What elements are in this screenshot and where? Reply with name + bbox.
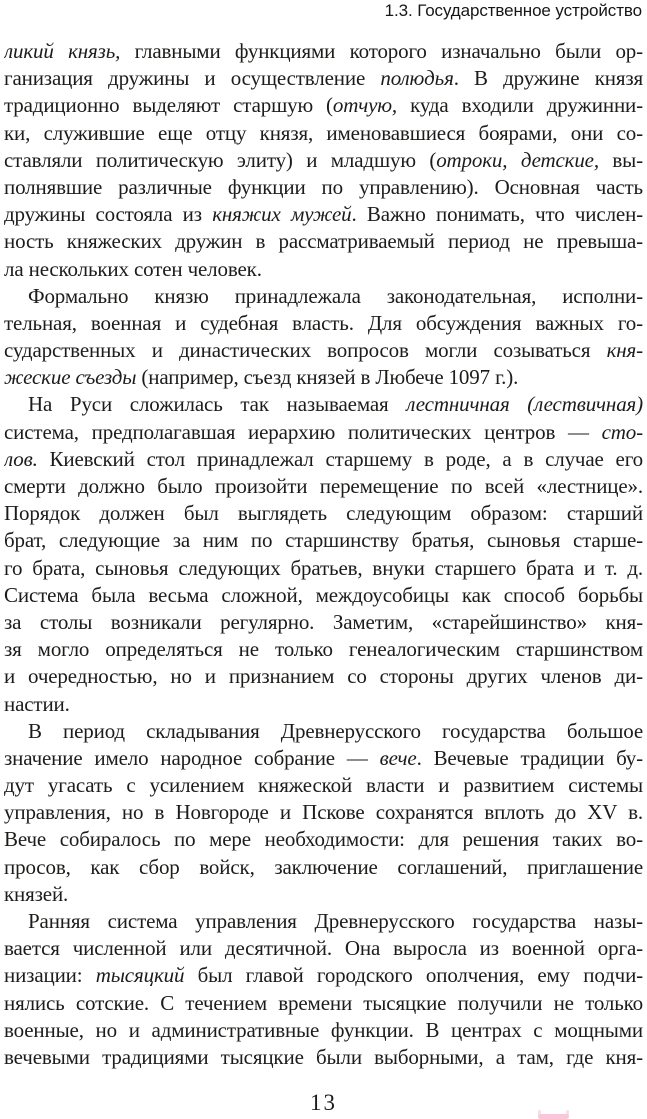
text-line: ла нескольких сотен человек.	[4, 256, 262, 281]
text-line: значение имело народное собрание — вече. Вечевые традиции бу-	[4, 745, 643, 770]
text-line: ганизация дружины и осуществление полюдья. В дружине князя	[4, 66, 643, 91]
text-line: смерти должно было произойти перемещение по всей «лестнице».	[4, 474, 643, 498]
text-line: Вече собиралось по мере необходимости: для решения таких во-	[4, 827, 643, 852]
text-line: лов. Киевский стол принадлежал старшему в роде, а в случае его	[4, 446, 643, 471]
text-line: традиционно выделяют старшую (отчую, куда входили дружинни-	[4, 93, 643, 118]
text-line: за столы возникали регулярно. Заметим, «старейшинство» кня-	[4, 609, 643, 634]
text-line: низации: тысяцкий был главой городского ополчения, ему подчи-	[4, 963, 643, 988]
text-line: Порядок должен был выглядеть следующим образом: старший	[4, 501, 643, 526]
text-line: сударственных и династических вопросов могли созываться кня-	[4, 338, 643, 363]
body-text	[4, 38, 643, 1071]
running-head-section-title: 1.3. Государственное устройство	[384, 1, 642, 20]
text-line: управления, но в Новгороде и Пскове сохранятся вплоть до XV в.	[4, 800, 643, 825]
text-line: князей.	[4, 881, 69, 906]
text-line: ставляли политическую элиту) и младшую (отроки, детские, вы-	[4, 147, 643, 172]
text-line: ликий князь, главными функциями которого изначально были ор-	[4, 39, 643, 63]
text-line: нялись сотские. С течением времени тысяцкие получили не только	[4, 990, 643, 1015]
text-line: тельная, военная и судебная власть. Для обсуждения важных го-	[4, 310, 643, 335]
text-line: В период складывания Древнерусского государства большое	[28, 718, 643, 743]
text-line: Формально князю принадлежала законодательная, исполни-	[28, 283, 643, 308]
text-line: На Руси сложилась так называемая лестничная (лествичная)	[28, 392, 643, 417]
text-line: система, предполагавшая иерархию политических центров — сто-	[4, 419, 643, 444]
text-line: брат, следующие за ним по старшинству братья, сыновья старше-	[4, 528, 643, 553]
pink-accent-bar	[538, 1114, 569, 1119]
text-line: ность княжеских дружин в рассматриваемый период не превыша-	[4, 229, 643, 254]
text-line: вечевыми традициями тысяцкие были выборными, а там, где кня-	[4, 1044, 643, 1069]
text-line: ки, служившие еще отцу князя, именовавшиеся боярами, они со-	[4, 120, 643, 145]
text-line: настии.	[4, 691, 70, 716]
text-line: Ранняя система управления Древнерусского государства назы-	[28, 909, 643, 933]
text-line: военные, но и административные функции. В центрах с мощными	[4, 1017, 643, 1042]
text-line: жеские съезды (например, съезд князей в Любече 1097 г.).	[4, 365, 519, 390]
text-line: просов, как сбор войск, заключение соглашений, приглашение	[4, 854, 643, 879]
text-line: полнявшие различные функции по управлению). Основная часть	[4, 174, 643, 199]
text-line: и очередностью, но и признанием со стороны других членов ди-	[4, 664, 643, 689]
text-line: зя могло определяться не только генеалогическим старшинством	[4, 637, 643, 662]
text-line: Система была весьма сложной, междоусобицы как способ борьбы	[4, 582, 643, 607]
text-line: го брата, сыновья следующих братьев, внуки старшего брата и т. д.	[4, 555, 643, 580]
text-line: дружины состояла из княжих мужей. Важно понимать, что числен-	[4, 202, 643, 227]
text-line: вается численной или десятичной. Она выросла из военной орга-	[4, 936, 643, 961]
page-number: 13	[310, 1090, 337, 1115]
text-line: дут угасать с усилением княжеской власти и развитием системы	[4, 773, 643, 798]
